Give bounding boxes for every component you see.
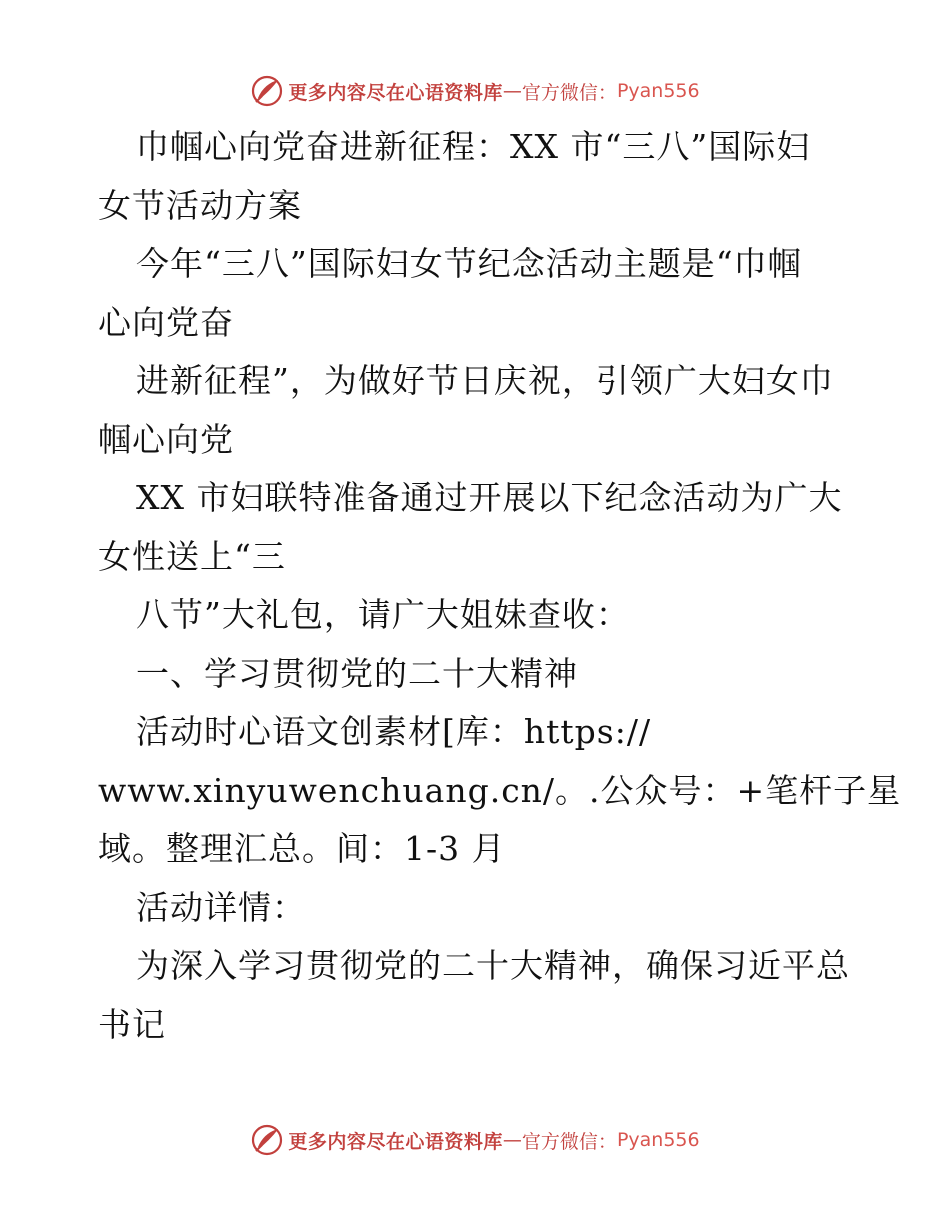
text-line: 活动时心语文创素材[库：https:// — [136, 712, 652, 751]
text-line: 今年“三八”国际妇女节纪念活动主题是“巾帼 — [136, 244, 802, 283]
text-line: XX 市妇联特准备通过开展以下纪念活动为广大 — [136, 478, 843, 517]
quill-logo-icon — [250, 1123, 284, 1157]
text-line: 八节”大礼包，请广大姐妹查收： — [136, 595, 630, 634]
watermark-label: 官方微信： — [521, 81, 617, 104]
text-line: 帼心向党 — [98, 419, 234, 459]
header-watermark — [0, 71, 950, 111]
text-line: 域。整理汇总。间：1-3 月 — [98, 829, 506, 868]
watermark-separator: — — [502, 80, 522, 102]
text-line: 巾帼心向党奋进新征程：XX 市“三八”国际妇 — [136, 127, 811, 166]
watermark-separator: — — [502, 1129, 522, 1151]
watermark-wechat-id: Pyan556 — [616, 80, 700, 102]
quill-logo-icon — [250, 74, 284, 108]
text-line: 为深入学习贯彻党的二十大精神，确保习近平总 — [136, 946, 850, 985]
watermark-site-text: 更多内容尽在心语资料库 — [288, 81, 503, 104]
watermark-label: 官方微信： — [521, 1130, 617, 1153]
text-line: 心向党奋 — [98, 302, 234, 342]
text-line: 进新征程”，为做好节日庆祝，引领广大妇女巾 — [136, 361, 834, 400]
text-line: www.xinyuwenchuang.cn/。.公众号：+笔杆子星 — [98, 770, 902, 810]
text-line: 书记 — [98, 1004, 166, 1044]
text-line: 女性送上“三 — [98, 536, 286, 576]
footer-watermark — [0, 1120, 950, 1160]
watermark-site-text: 更多内容尽在心语资料库 — [288, 1130, 503, 1153]
text-line: 一、学习贯彻党的二十大精神 — [136, 653, 578, 693]
text-line: 女节活动方案 — [98, 185, 302, 225]
text-line: 活动详情： — [136, 887, 306, 927]
document-body — [98, 118, 902, 1054]
watermark-wechat-id: Pyan556 — [616, 1129, 700, 1151]
